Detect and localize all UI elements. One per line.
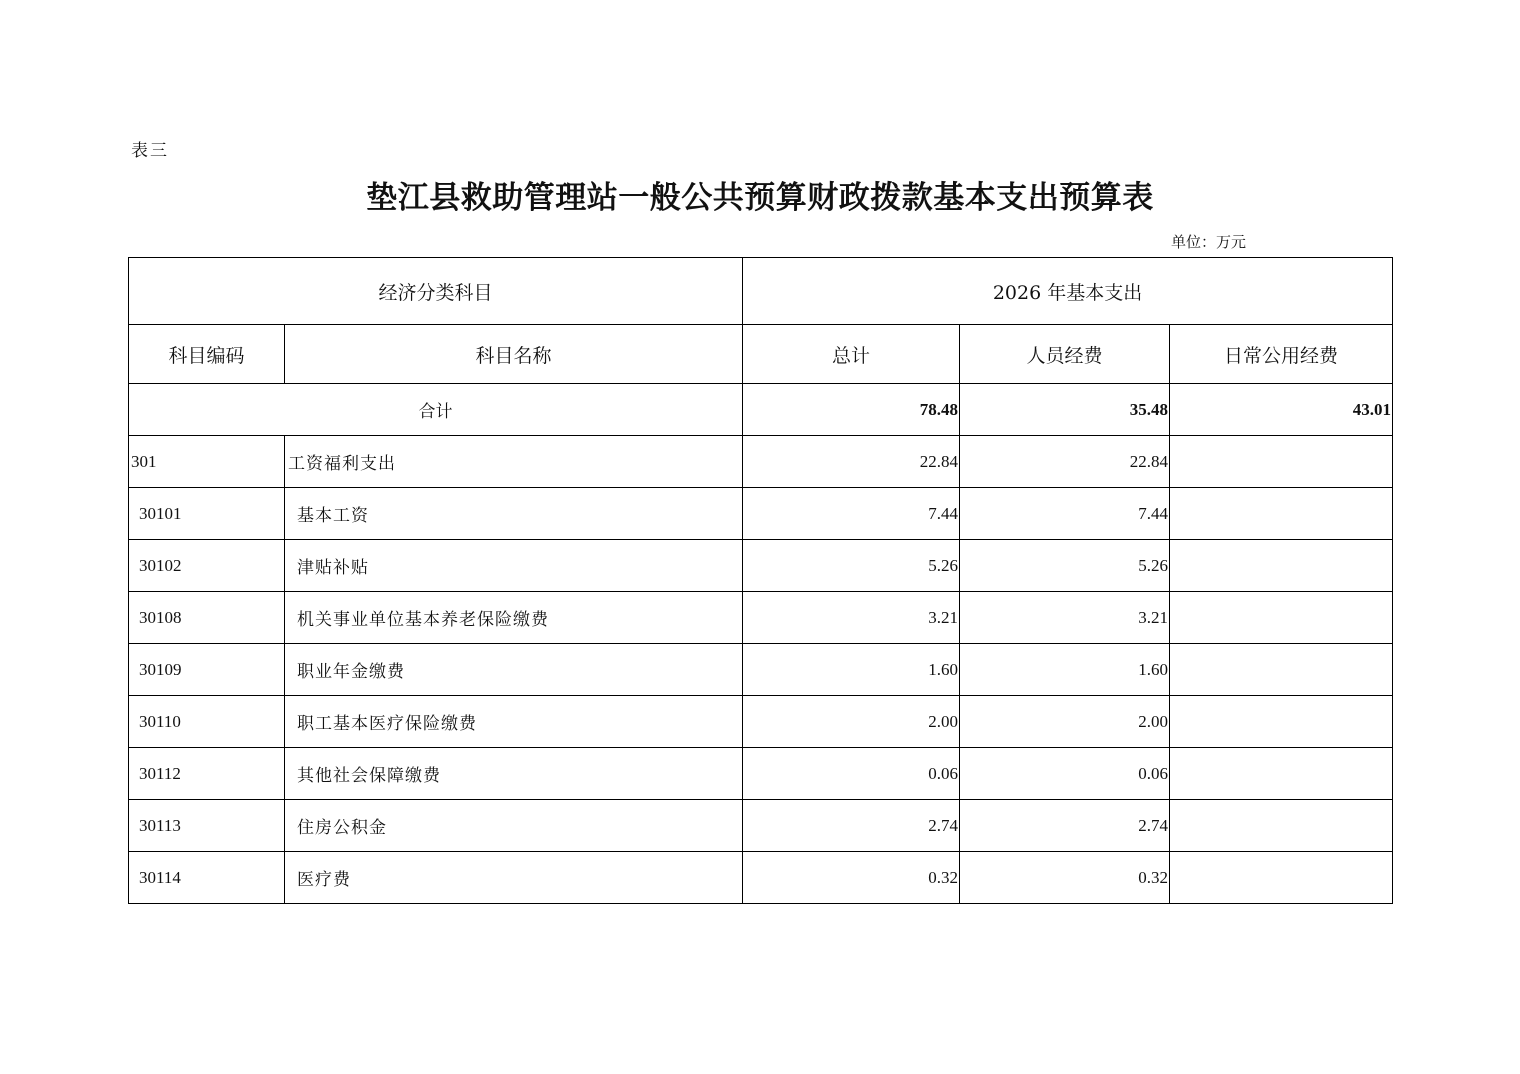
header-personnel-cost: 人员经费	[960, 325, 1170, 384]
row-code: 30113	[129, 800, 285, 852]
header-public-cost: 日常公用经费	[1170, 325, 1393, 384]
row-total: 2.00	[743, 696, 960, 748]
row-personnel: 2.74	[960, 800, 1170, 852]
total-row	[129, 384, 1393, 436]
budget-table-body	[129, 258, 1393, 904]
page-title: 垫江县救助管理站一般公共预算财政拨款基本支出预算表	[366, 180, 1154, 216]
row-public	[1170, 540, 1393, 592]
row-public	[1170, 696, 1393, 748]
row-code: 301	[129, 436, 285, 488]
header-subject-code: 科目编码	[129, 325, 285, 384]
row-total: 0.06	[743, 748, 960, 800]
total-label: 合计	[129, 384, 743, 436]
row-code: 30110	[129, 696, 285, 748]
row-total: 22.84	[743, 436, 960, 488]
table-row	[129, 852, 1393, 904]
row-name: 工资福利支出	[285, 436, 743, 488]
row-personnel: 5.26	[960, 540, 1170, 592]
row-code: 30109	[129, 644, 285, 696]
table-label: 表三	[131, 141, 169, 161]
header-total: 总计	[743, 325, 960, 384]
row-personnel: 2.00	[960, 696, 1170, 748]
row-name: 医疗费	[285, 852, 743, 904]
row-name: 职工基本医疗保险缴费	[285, 696, 743, 748]
row-code: 30114	[129, 852, 285, 904]
table-row	[129, 696, 1393, 748]
row-public	[1170, 592, 1393, 644]
unit-note: 单位：万元	[1171, 233, 1247, 251]
row-personnel: 0.32	[960, 852, 1170, 904]
row-personnel: 0.06	[960, 748, 1170, 800]
row-name: 津贴补贴	[285, 540, 743, 592]
row-total: 2.74	[743, 800, 960, 852]
row-code: 30101	[129, 488, 285, 540]
row-total: 3.21	[743, 592, 960, 644]
row-public	[1170, 748, 1393, 800]
budget-table	[128, 257, 1393, 904]
table-row	[129, 748, 1393, 800]
row-personnel: 3.21	[960, 592, 1170, 644]
row-personnel: 7.44	[960, 488, 1170, 540]
row-name: 职业年金缴费	[285, 644, 743, 696]
row-code: 30102	[129, 540, 285, 592]
table-row	[129, 488, 1393, 540]
row-code: 30108	[129, 592, 285, 644]
row-name: 其他社会保障缴费	[285, 748, 743, 800]
total-personnel: 35.48	[960, 384, 1170, 436]
total-public: 43.01	[1170, 384, 1393, 436]
table-row	[129, 800, 1393, 852]
row-total: 0.32	[743, 852, 960, 904]
row-total: 5.26	[743, 540, 960, 592]
header-economic-category: 经济分类科目	[129, 258, 743, 325]
row-public	[1170, 436, 1393, 488]
total-amount: 78.48	[743, 384, 960, 436]
row-public	[1170, 488, 1393, 540]
row-personnel: 22.84	[960, 436, 1170, 488]
table-row	[129, 436, 1393, 488]
header-subject-name: 科目名称	[285, 325, 743, 384]
row-name: 机关事业单位基本养老保险缴费	[285, 592, 743, 644]
table-row	[129, 644, 1393, 696]
header-basic-expenditure-year: 2026 年基本支出	[743, 258, 1393, 325]
row-public	[1170, 852, 1393, 904]
row-name: 住房公积金	[285, 800, 743, 852]
table-row	[129, 540, 1393, 592]
row-total: 1.60	[743, 644, 960, 696]
row-public	[1170, 644, 1393, 696]
table-row	[129, 592, 1393, 644]
header-row-columns	[129, 325, 1393, 384]
row-name: 基本工资	[285, 488, 743, 540]
row-code: 30112	[129, 748, 285, 800]
row-total: 7.44	[743, 488, 960, 540]
row-personnel: 1.60	[960, 644, 1170, 696]
header-row-group	[129, 258, 1393, 325]
row-public	[1170, 800, 1393, 852]
